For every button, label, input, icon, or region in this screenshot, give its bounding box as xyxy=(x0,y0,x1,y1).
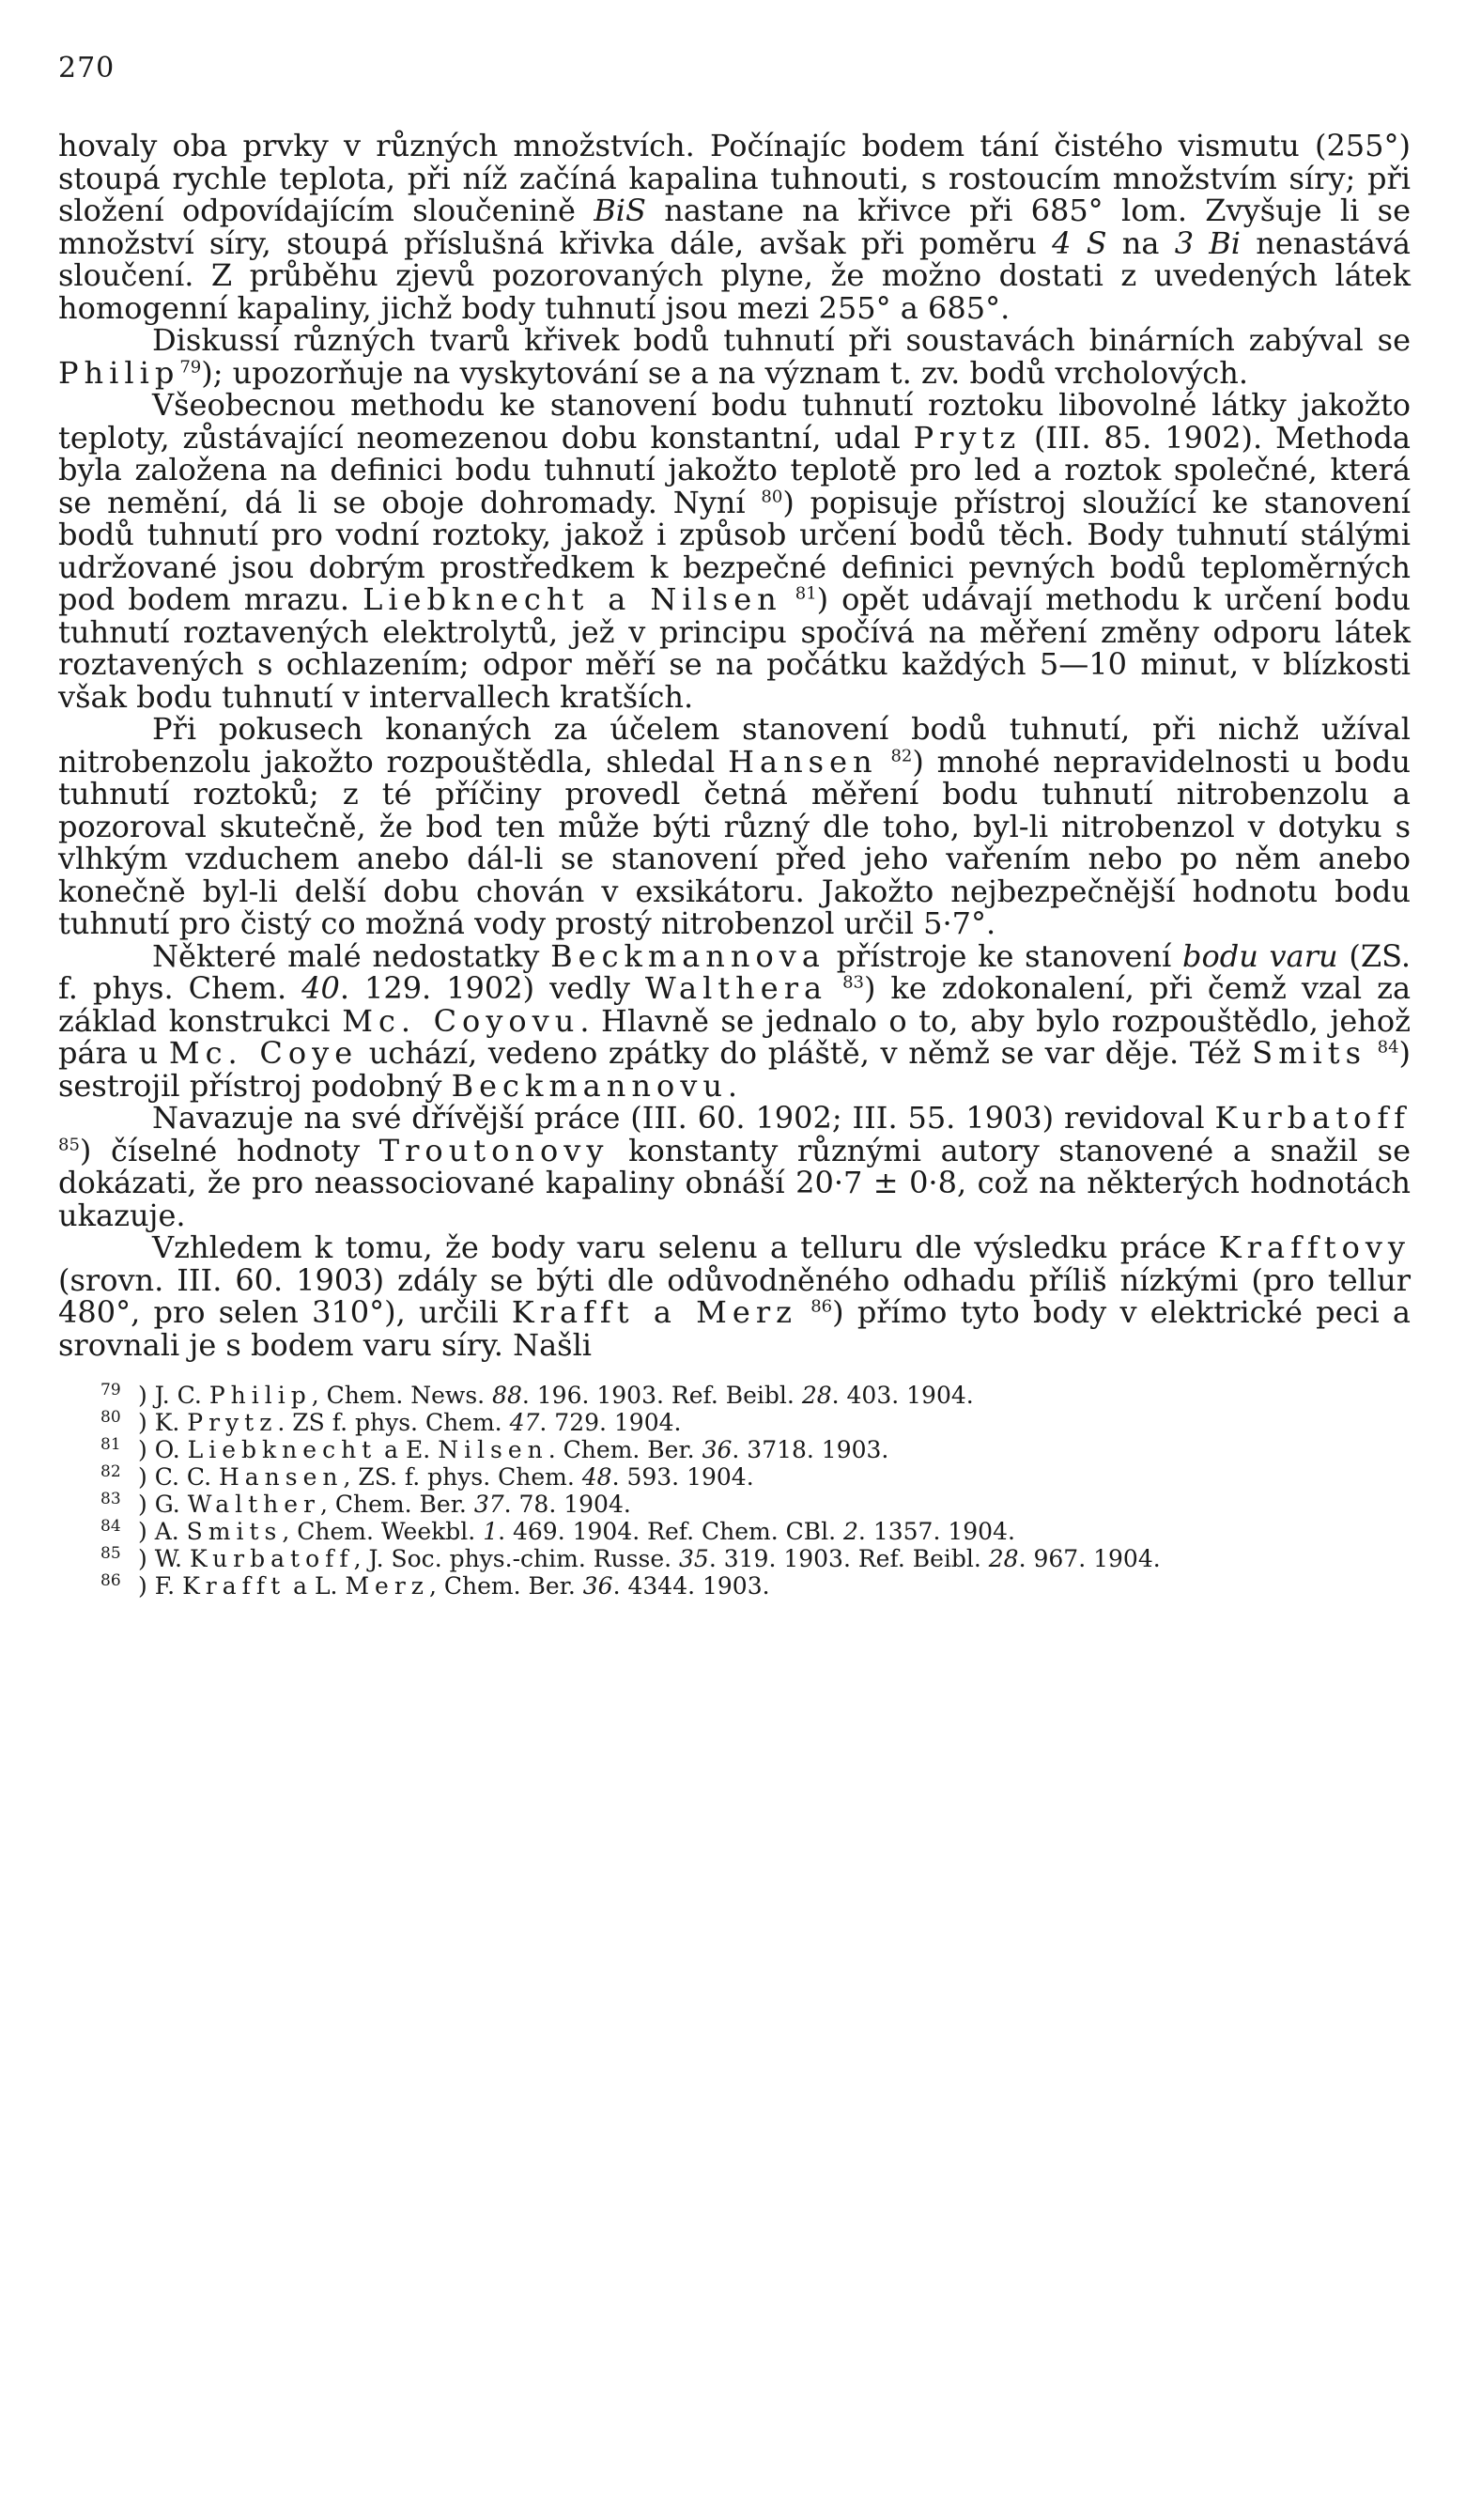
text-run xyxy=(827,970,842,1006)
text-run: . ZS f. phys. Chem. xyxy=(277,1409,510,1436)
text-run: Všeobecnou methodu ke stanovení bodu tuhnutí roztoku libovolné látky jakožto teploty, zůstávající neomezenou dobu konstantní, udal xyxy=(58,387,1411,456)
text-run: na xyxy=(1106,224,1175,261)
text-run: uchází, vedeno zpátky do pláště, v němž se var děje. Též xyxy=(358,1035,1253,1071)
footnote-ref: 80 xyxy=(761,486,783,506)
author-name: Hansen xyxy=(728,743,878,780)
text-run: . 3718. 1903. xyxy=(732,1436,889,1463)
italic-text: 48 xyxy=(581,1463,612,1491)
author-name: Merz xyxy=(345,1572,429,1600)
text-run: nastane na křivce při 685° lom. Zvyšuje li se množství síry, stoupá příslušná křivka dále, avšak při poměru xyxy=(58,193,1412,261)
author-name: Prytz xyxy=(913,419,1022,456)
text-run: . 729. 1904. xyxy=(539,1409,682,1436)
footnote-mark-paren: ) xyxy=(138,1382,155,1409)
text-run: ) přímo tyto body v elektrické peci a srovnali je s bodem varu síry. Našli xyxy=(58,1294,1412,1363)
footnote-mark-paren: ) xyxy=(138,1572,155,1600)
paragraph xyxy=(58,130,1411,324)
author-name: Krafftovy xyxy=(1218,1229,1411,1265)
author-name: Kurbatoff xyxy=(1214,1100,1411,1136)
footnotes xyxy=(58,1382,1411,1600)
text-run: (III. 85. 1902). Methoda byla založena na definici bodu tuhnutí jakožto teplotě pro led a roztok společné, která se nemění, dá li se oboje dohromady. Nyní xyxy=(58,419,1412,520)
italic-text: 2 xyxy=(843,1518,858,1545)
footnote: 86 ) F. Krafft a L. Merz, Chem. Ber. 36. 4344. 1903. xyxy=(100,1570,770,1600)
paragraph xyxy=(58,1102,1411,1231)
text-run: . 469. 1904. Ref. Chem. CBl. xyxy=(498,1518,844,1545)
author-name: Troutonovy xyxy=(378,1132,610,1168)
text-run: . 4344. 1903. xyxy=(612,1572,770,1600)
text-run: ) sestrojil přístroj podobný xyxy=(58,1035,1412,1104)
text-run xyxy=(878,744,891,780)
italic-text: 47 xyxy=(509,1409,540,1436)
italic-text: 1 xyxy=(483,1518,499,1545)
page-number: 270 xyxy=(58,52,116,85)
footnote-ref: 82 xyxy=(890,745,913,765)
text-run: . 403. 1904. xyxy=(831,1382,974,1409)
footnote-mark-paren: ) xyxy=(138,1436,155,1463)
text-run: nenastává sloučení. Z průběhu zjevů pozorovaných plyne, že možno dostati z uvedených látek homogenní kapaliny, jichž body tuhnutí jsou mezi 255° a 685°. xyxy=(58,224,1411,326)
text-run xyxy=(797,1294,810,1330)
text-run: Diskussí různých tvarů křivek bodů tuhnutí při soustavách binárních zabýval se xyxy=(152,322,1411,358)
text-run: . xyxy=(727,1067,738,1104)
footnote-mark-paren: ) xyxy=(138,1409,155,1436)
author-name: Prytz xyxy=(187,1409,278,1436)
text-run: W. xyxy=(154,1545,190,1572)
footnote: 80 ) K. Prytz. ZS f. phys. Chem. 47. 729. 1904. xyxy=(100,1407,682,1436)
text-run: konstanty různými autory stanovené a snažil se dokázati, že pro neassociované kapaliny obnáší 20·7 ± 0·8, což na některých hodnotách ukazuje. xyxy=(58,1132,1411,1233)
author-name: Kurbatoff xyxy=(189,1545,354,1572)
text-run: , ZS. f. phys. Chem. xyxy=(343,1463,582,1491)
footnote-ref: 86 xyxy=(810,1296,833,1317)
footnote: 84 ) A. Smits, Chem. Weekbl. 1. 469. 1904. Ref. Chem. CBl. 2. 1357. 1904. xyxy=(100,1516,1015,1545)
text-run: G. xyxy=(154,1491,188,1518)
text-run: (srovn. III. 60. 1903) zdály se býti dle odůvodněného odhadu příliš nízkými (pro tellur 480°, pro selen 310°), určili xyxy=(58,1261,1411,1330)
author-name: Smits xyxy=(186,1518,283,1545)
text-run: . 129. 1902) vedly xyxy=(339,970,645,1006)
italic-text: 28 xyxy=(801,1382,832,1409)
text-run: . 78. 1904. xyxy=(503,1491,631,1518)
text-run: . Hlavně se jednalo o to, aby bylo rozpouštědlo, jehož pára u xyxy=(58,1002,1412,1071)
italic-text: 88 xyxy=(492,1382,522,1409)
text-run: O. xyxy=(154,1436,188,1463)
text-run: . 1357. 1904. xyxy=(857,1518,1015,1545)
footnote-mark-paren: ) xyxy=(138,1545,155,1572)
footnote-ref: 81 xyxy=(795,583,817,604)
author-name: Walthera xyxy=(644,970,828,1006)
italic-text: 37 xyxy=(473,1491,504,1518)
italic-text: bodu varu xyxy=(1181,937,1338,974)
footnote-ref: 85 xyxy=(58,1134,80,1154)
text-run: , J. Soc. phys.-chim. Russe. xyxy=(353,1545,680,1572)
text-run: F. xyxy=(154,1572,183,1600)
paragraph xyxy=(58,713,1411,940)
italic-text: 4 S xyxy=(1052,224,1107,261)
text-run: A. xyxy=(154,1518,187,1545)
text-run: Některé malé nedostatky xyxy=(152,937,551,974)
author-name: Krafft xyxy=(182,1572,286,1600)
text-run: , Chem. Weekbl. xyxy=(282,1518,484,1545)
author-name: Nilsen xyxy=(438,1436,548,1463)
footnote-ref: 83 xyxy=(842,972,864,993)
author-name: Beckmannovu xyxy=(451,1067,728,1104)
author-name: Beckmannova xyxy=(550,937,826,974)
text-run: , Chem. Ber. xyxy=(320,1491,474,1518)
text-run: , Chem. Ber. xyxy=(428,1572,583,1600)
text-run: (ZS. f. phys. Chem. xyxy=(58,937,1412,1006)
author-name: Walther xyxy=(187,1491,321,1518)
author-name: Philip xyxy=(208,1382,312,1409)
text-run: Navazuje na své dřívější práce (III. 60. 1902; III. 55. 1903) revidoval xyxy=(152,1100,1215,1136)
text-run xyxy=(782,581,795,617)
author-name: Philip xyxy=(58,354,180,391)
italic-text: 36 xyxy=(702,1436,733,1463)
italic-text: 3 Bi xyxy=(1174,224,1242,261)
paragraph xyxy=(58,937,1412,1104)
author-name: Mc. Coye xyxy=(168,1035,359,1071)
footnote: 83 ) G. Walther, Chem. Ber. 37. 78. 1904. xyxy=(100,1489,631,1518)
text-run: . 196. 1903. Ref. Beibl. xyxy=(521,1382,802,1409)
text-run: Při pokusech konaných za účelem stanovení bodů tuhnutí, při nichž užíval nitrobenzolu jakožto rozpouštědla, shledal xyxy=(58,711,1411,780)
text-run: C. C. xyxy=(154,1463,219,1491)
italic-text: 40 xyxy=(301,970,340,1006)
paragraph xyxy=(58,324,1411,389)
footnote-ref: 79 xyxy=(179,356,202,377)
author-name: Hansen xyxy=(218,1463,344,1491)
text-run: ) ke zdokonalení, při čemž vzal za základ konstrukci xyxy=(58,970,1412,1039)
footnote: 79 ) J. C. Philip, Chem. News. 88. 196. 1903. Ref. Beibl. 28. 403. 1904. xyxy=(100,1380,974,1409)
text-run: K. xyxy=(154,1409,188,1436)
text-run: Vzhledem k tomu, že body varu selenu a telluru dle výsledku práce xyxy=(152,1229,1219,1265)
text-run: J. C. xyxy=(154,1382,209,1409)
author-name: Krafft a Merz xyxy=(511,1294,797,1330)
body-text xyxy=(58,130,1411,1361)
text-run: ) mnohé nepravidelnosti u bodu tuhnutí roztoků; z té příčiny provedl četná měření bodu tuhnutí nitrobenzolu a pozoroval skutečně, že bod ten může býti různý dle toho, byl-li nitrobenzol v dotyku s vlhkým vzduchem anebo dál-li se stanovení před jeho vařením nebo po něm anebo konečně byl-li delší dobu chován v exsikátoru. Jakožto nejbezpečnější hodnotu bodu tuhnutí pro čistý co možná vody prostý nitrobenzol určil 5·7°. xyxy=(58,743,1412,941)
author-name: Mc. Coyovu xyxy=(342,1002,580,1039)
italic-text: BiS xyxy=(594,193,646,228)
footnote-ref: 84 xyxy=(1377,1037,1399,1058)
italic-text: 36 xyxy=(582,1572,613,1600)
page xyxy=(58,52,1411,1600)
text-run: . 319. 1903. Ref. Beibl. xyxy=(708,1545,989,1572)
text-run: ) opět udávají methodu k určení bodu tuhnutí roztavených elektrolytů, jež v principu spočívá na měření změny odporu látek roztavených s ochlazením; odpor měří se na počátku každých 5—10 minut, v blízkosti však bodu tuhnutí v intervallech kratších. xyxy=(58,581,1412,715)
author-name: Liebknecht a Nilsen xyxy=(363,581,782,617)
footnote: 82 ) C. C. Hansen, ZS. f. phys. Chem. 48. 593. 1904. xyxy=(100,1461,754,1491)
text-run: přístroje ke stanovení xyxy=(825,937,1182,974)
italic-text: 28 xyxy=(988,1545,1019,1572)
text-run: . Chem. Ber. xyxy=(548,1436,702,1463)
author-name: Liebknecht xyxy=(187,1436,378,1463)
footnote: 81 ) O. Liebknecht a E. Nilsen. Chem. Ber. 36. 3718. 1903. xyxy=(100,1434,889,1463)
text-run xyxy=(1366,1035,1378,1071)
text-run: ) popisuje přístroj sloužící ke stanovení bodů tuhnutí pro vodní roztoky, jakož i způsob určení bodů těch. Body tuhnutí stálými udržované jsou dobrým prostředkem k bezpečné definici pevných bodů teploměrných pod bodem mrazu. xyxy=(58,484,1412,617)
footnote-mark-paren: ) xyxy=(138,1518,155,1545)
italic-text: 35 xyxy=(679,1545,709,1572)
text-run: . 967. 1904. xyxy=(1018,1545,1161,1572)
author-name: Smits xyxy=(1252,1035,1366,1071)
footnote-mark-paren: ) xyxy=(138,1463,155,1491)
text-run: a E. xyxy=(377,1436,439,1463)
text-run: hovaly oba prvky v různých množstvích. Počínajíc bodem tání čistého vismutu (255°) stoupá rychle teplota, při níž začíná kapalina tuhnouti, s rostoucím množstvím síry; při složení odpovídajícím sloučenině xyxy=(58,128,1411,228)
footnote: 85 ) W. Kurbatoff, J. Soc. phys.-chim. Russe. 35. 319. 1903. Ref. Beibl. 28. 967. 1904. xyxy=(100,1543,1161,1572)
paragraph xyxy=(58,1231,1411,1361)
paragraph xyxy=(58,389,1411,713)
text-run: ) číselné hodnoty xyxy=(79,1132,379,1168)
text-run: , Chem. News. xyxy=(311,1382,493,1409)
text-run: ); upozorňuje na vyskytování se a na význam t. zv. bodů vrcholových. xyxy=(201,354,1248,391)
text-run: a L. xyxy=(285,1572,346,1600)
text-run: . 593. 1904. xyxy=(611,1463,754,1491)
footnote-mark-paren: ) xyxy=(138,1491,155,1518)
